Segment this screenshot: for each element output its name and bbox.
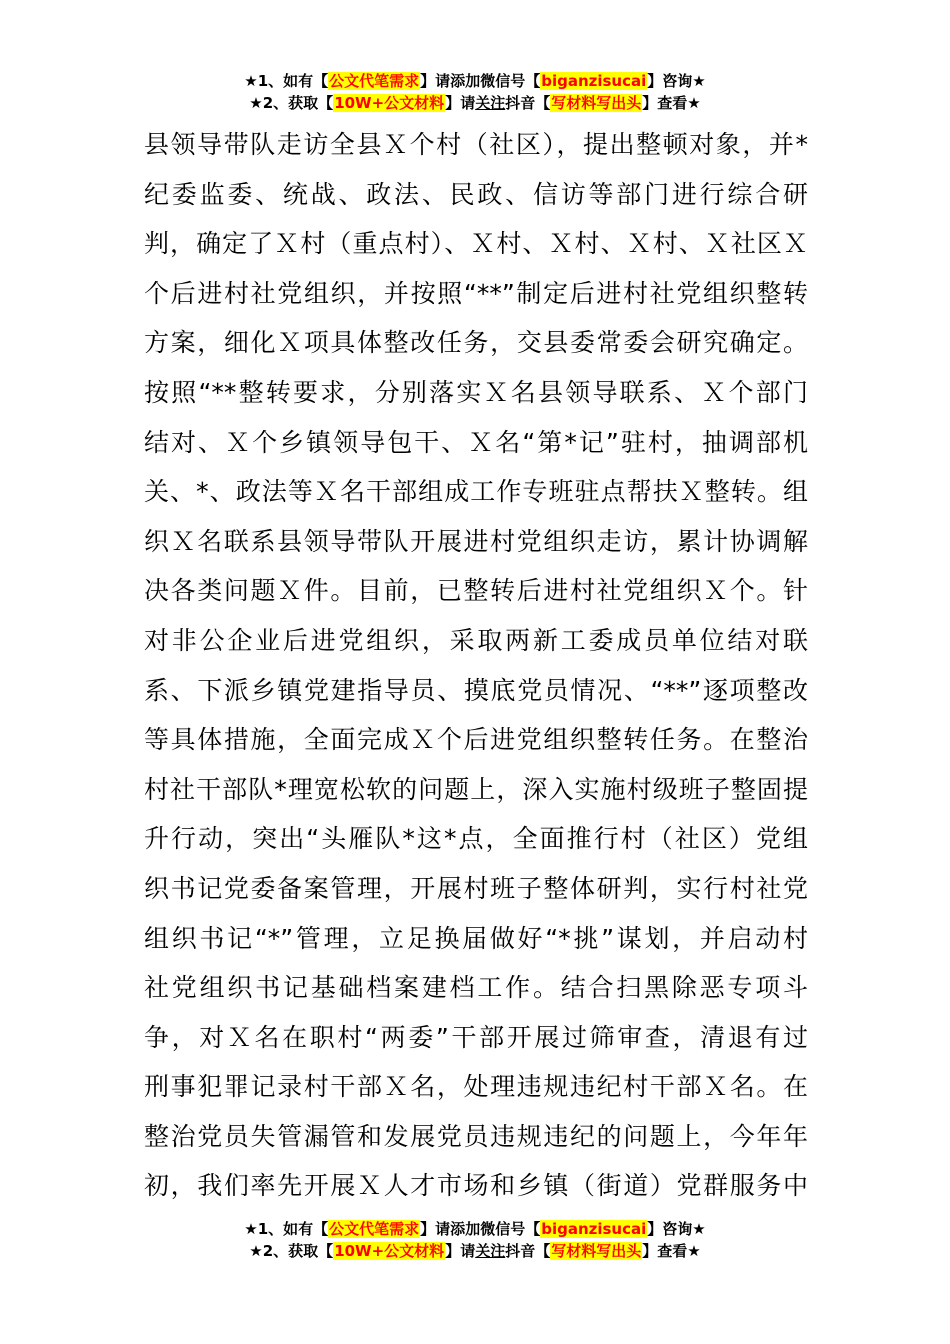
banner-highlight: 写材料写出头	[551, 94, 642, 112]
body-line: 村社干部队*理宽松软的问题上，深入实施村级班子整固提	[144, 774, 808, 804]
body-line: 县领导带队走访全县Ｘ个村（社区），提出整顿对象，并*	[144, 130, 808, 159]
banner-line-2	[0, 92, 950, 114]
banner-text: 关注	[475, 94, 506, 112]
body-line: 织Ｘ名联系县领导带队开展进村党组织走访，累计协调解	[144, 526, 808, 556]
banner-text: 】请添	[420, 1220, 466, 1238]
banner-highlight: 写材料写出头	[551, 1242, 642, 1260]
banner-text: ★2、获取【	[249, 1242, 334, 1260]
banner-text: 微信号【	[480, 1220, 541, 1238]
banner-text: 】咨询★	[647, 1220, 706, 1238]
body-line: 初，我们率先开展Ｘ人才市场和乡镇（街道）党群服务中	[144, 1171, 808, 1201]
banner-highlight: 公文代笔需求	[329, 72, 420, 90]
body-line: 判，确定了Ｘ村（重点村）、Ｘ村、Ｘ村、Ｘ村、Ｘ社区Ｘ	[144, 229, 808, 259]
banner-text: 】查看★	[642, 94, 701, 112]
body-line: 整治党员失管漏管和发展党员违规违纪的问题上，今年年	[144, 1121, 808, 1151]
body-line: 组织书记“*”管理，立足换届做好“*挑”谋划，并启动村	[144, 923, 808, 953]
body-line: 对非公企业后进党组织，采取两新工委成员单位结对联	[144, 625, 808, 655]
banner-highlight: 公文代笔需求	[329, 1220, 420, 1238]
body-line: 织书记党委备案管理，开展村班子整体研判，实行村社党	[144, 873, 808, 903]
banner-line-1	[0, 70, 950, 92]
body-line: 个后进村社党组织，并按照“**”制定后进村社党组织整转	[144, 278, 808, 308]
body-line: 争，对Ｘ名在职村“两委”干部开展过筛审查，清退有过	[144, 1022, 808, 1052]
banner-text: ★1、如有【	[244, 1220, 329, 1238]
body-line: 刑事犯罪记录村干部Ｘ名，处理违规违纪村干部Ｘ名。在	[144, 1072, 808, 1102]
banner-highlight: biganzisucai	[541, 1220, 647, 1238]
banner-text: 】请	[445, 94, 476, 112]
body-line: 结对、Ｘ个乡镇领导包干、Ｘ名“第*记”驻村，抽调部机	[144, 427, 808, 457]
banner-text: 关注	[475, 1242, 506, 1260]
banner-highlight: biganzisucai	[541, 72, 647, 90]
header-banner	[0, 70, 950, 114]
banner-text: 抖音【	[505, 1242, 551, 1260]
footer-banner	[0, 1218, 950, 1262]
body-line: 决各类问题Ｘ件。目前，已整转后进村社党组织Ｘ个。针	[144, 576, 808, 606]
body-line: 方案，细化Ｘ项具体整改任务，交县委常委会研究确定。	[144, 328, 808, 358]
banner-text: ★1、如有【	[244, 72, 329, 90]
body-line: 等具体措施，全面完成Ｘ个后进党组织整转任务。在整治	[144, 725, 808, 755]
body-line: 纪委监委、统战、政法、民政、信访等部门进行综合研	[144, 179, 808, 209]
banner-text: 】咨询★	[647, 72, 706, 90]
body-line: 社党组织书记基础档案建档工作。结合扫黑除恶专项斗	[144, 973, 808, 1003]
banner-highlight: 10W+公文材料	[334, 1242, 445, 1260]
banner-text: 】请添	[420, 72, 466, 90]
banner-text: 加	[465, 1220, 481, 1238]
banner-text: ★2、获取【	[249, 94, 334, 112]
body-line: 按照“**整转要求，分别落实Ｘ名县领导联系、Ｘ个部门	[144, 377, 808, 407]
document-body	[144, 120, 808, 1211]
banner-text: 微信号【	[480, 72, 541, 90]
banner-line-2	[0, 1240, 950, 1262]
body-line: 升行动，突出“头雁队*这*点，全面推行村（社区）党组	[144, 824, 808, 854]
banner-highlight: 10W+公文材料	[334, 94, 445, 112]
banner-line-1	[0, 1218, 950, 1240]
body-line: 关、*、政法等Ｘ名干部组成工作专班驻点帮扶Ｘ整转。组	[144, 477, 808, 507]
body-line: 系、下派乡镇党建指导员、摸底党员情况、“**”逐项整改	[144, 675, 808, 705]
banner-text: 抖音【	[505, 94, 551, 112]
banner-text: 】查看★	[642, 1242, 701, 1260]
banner-text: 】请	[445, 1242, 476, 1260]
banner-text: 加	[465, 72, 481, 90]
